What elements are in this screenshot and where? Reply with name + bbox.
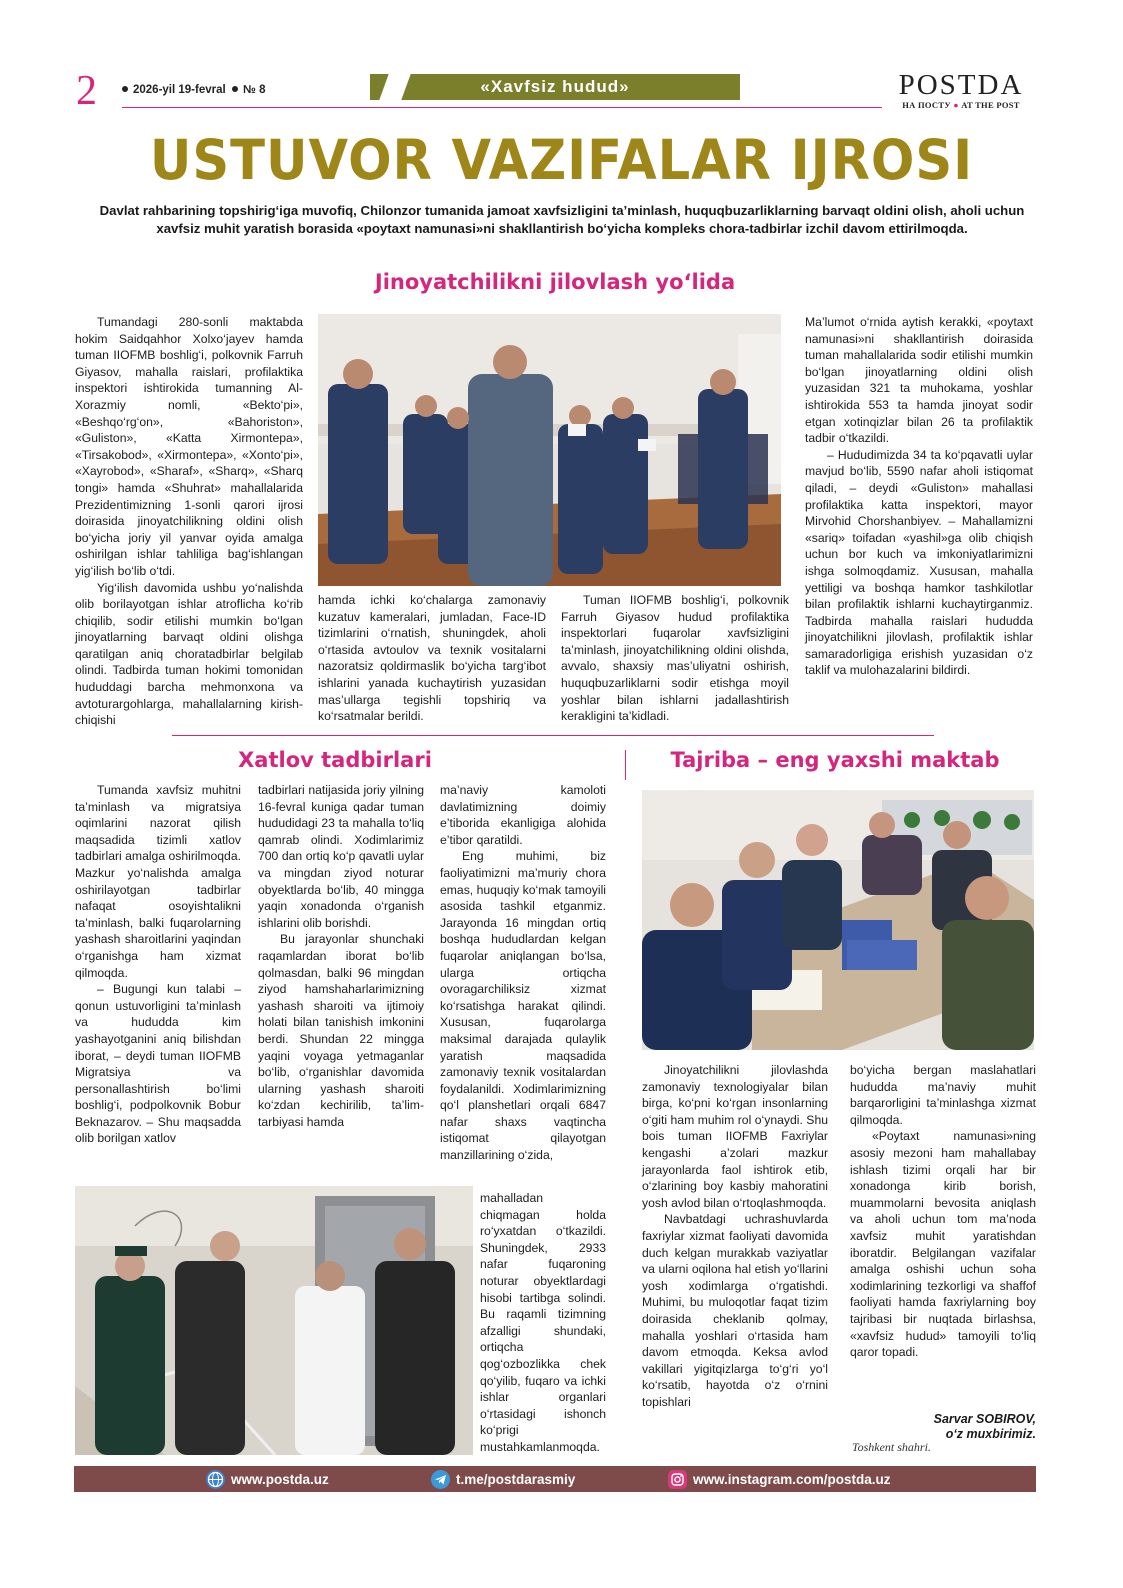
logo-sub-ru: НА ПОСТУ — [902, 100, 951, 110]
rubric-banner — [370, 74, 740, 100]
footer-site-text: www.postda.uz — [231, 1472, 329, 1487]
footer-telegram-text: t.me/postdarasmiy — [456, 1472, 576, 1487]
section2-col3 — [440, 782, 606, 1164]
footer-instagram-link[interactable] — [668, 1470, 891, 1489]
logo-name: POSTDA — [898, 69, 1024, 101]
paragraph: tadbirlari natijasida joriy yilning 16-fevral kuniga qadar tuman hududidagi 23 ta mahalla to‘liq qamrab olindi. Xodimlarimiz 700 dan ortiq ko‘p qavatli uylar va mingdan ziyod noturar obyektlarda bo‘lib, 40 mingga yaqin xonadonda o‘rganish ishlarini olib borishdi. — [258, 783, 424, 930]
paragraph: – Hududimizda 34 ta ko‘pqavatli uylar mavjud bo‘lib, 5590 nafar aholi istiqomat qiladi, – deydi «Guliston» mahallasi profilaktika katta inspektori, mayor Mirvohid Chorshanbiyev. – Mahallamizni «sariq» toifadan «yashil»ga olib chiqish uchun bor kuch va imkoniyatlarimizni ishga solmoqdamiz. Xususan, mahalla yettiligi va boshqa hamkor tashkilotlar bilan profilaktik ishlarni kuchaytirganmiz. Tadbirda mahalla raislari hududda jinoyatchilikni jilovlash, profilaktik ishlar samaradorligiga erishish yuzasidan o‘z taklif va mulohazalarini bildirdi. — [805, 447, 1033, 678]
author-byline — [850, 1412, 1036, 1442]
author-name: Sarvar SOBIROV, — [933, 1412, 1036, 1426]
rubric-title: «Xavfsiz hudud» — [480, 77, 630, 96]
header-rule — [122, 107, 882, 108]
globe-icon — [206, 1470, 225, 1489]
logo-sub-en: AT THE POST — [961, 100, 1020, 110]
section2-col3-continued — [480, 1190, 606, 1456]
paragraph: Eng muhimi, biz faoliyatimizni ma’muriy chora emas, huquqiy ko‘mak tamoyili asosida tashkil etganmiz. Jarayonda 16 mingdan ortiq boshqa hududlardan kelgan fuqarolar aniqlangan bo‘lsa, ularga ortiqcha ovoragarchiliksiz xizmat ko‘rsatishga harakat qilindi. Xususan, fuqarolarga maksimal darajada qulaylik yaratish maqsadida zamonaviy texnik vositalardan foydalanildi. Xodimlarimizning qo‘l planshetlari orqali 6847 nafar shaxs vaqtincha istiqomat qilayotgan manzillarining o‘zida, — [440, 849, 606, 1163]
paragraph: Tumandagi 280-sonli maktabda hokim Saidqahhor Xolxo‘jayev hamda tuman IIOFMB boshlig‘i, polkovnik Farruh Giyasov, mahalla raislari, profilaktika inspektori ishtirokida tumanning Al-Xorazmiy nomli, «Bekto‘pi», «Beshqo‘rg‘on», «Bahoriston», «Guliston», «Katta Xirmontepa», «Tirsakobod», «Xirmontepa», «Xonto‘pi», «Xayrobod», «Sharaf», «Sharq», «Sharq tongi» hamda «Shuhrat» mahallalarida Prezidentimizning 1-sonli qarori ijrosi doirasida jinoyatchilikning oldini olish bo‘yicha joriy yil yanvar oyida amalga oshirilgan ishlar tahliliga bag‘ishlangan yig‘ilish bo‘lib o‘tdi. — [75, 315, 303, 578]
paragraph: Ma’lumot o‘rnida aytish kerakki, «poytaxt namunasi»ni shakllantirish doirasida tuman mahallalarida sodir etilishi mumkin bo‘lgan jinoyatlarning oldini olish yuzasidan 321 ta muhokama, yoshlar ishtirokida 553 ta hamda jinoyat sodir etgan xotinqizlar bilan 26 ta profilaktik tadbir o‘tkazildi. — [805, 315, 1033, 446]
section2-col1 — [75, 782, 241, 1147]
paragraph: Tumanda xavfsiz muhitni ta’minlash va migratsiya oqimlarini nazorat qilish maqsadida tizimli xatlov tadbirlari amalga oshirilmoqda. Mazkur yo‘nalishda amalga oshirilayotgan tadbirlar nafaqat osoyishtalikni ta’minlash, balki fuqarolarning yashash sharoitlarini yaqindan o‘rganishga ham xizmat qilmoqda. — [75, 783, 241, 980]
bullet-icon — [232, 86, 238, 92]
door-check-photo — [75, 1186, 473, 1455]
section1-title: Jinoyatchilikni jilovlash yo‘lida — [374, 270, 736, 294]
page-headline: USTUVOR VAZIFALAR IJROSI — [149, 128, 974, 192]
section1-col4 — [805, 314, 1033, 679]
footer-bar — [74, 1466, 1036, 1492]
meeting-photo — [318, 314, 781, 586]
section1-col3 — [561, 592, 789, 725]
section3-title: Tajriba – eng yaxshi maktab — [670, 748, 1000, 772]
logo-dot-icon: ● — [953, 100, 959, 110]
bullet-icon — [122, 86, 128, 92]
footer-telegram-link[interactable] — [431, 1470, 575, 1489]
paragraph: – Bugungi kun talabi – qonun ustuvorligini ta’minlash va hududda kim yashayotganini aniq bilishdan iborat, – deydi tuman IIOFMB Migratsiya va personallashtirish bo‘limi boshlig‘i, podpolkovnik Bobur Beknazarov. – Shu maqsadda olib borilgan xatlov — [75, 982, 241, 1146]
paragraph: «Poytaxt namunasi»ning asosiy mezoni ham mahallabay ishlash tizimi orqali har bir xonadonga kirib borish, muammolarni bevosita aniqlash va aholi uchun tom ma’noda xavfsiz muhit yaratishdan iboratdir. Belgilangan vazifalar amalga oshishi uchun soha xodimlarining tezkorligi va shaffof faoliyati hamda faxriylarning boy tajribasi bir nuqtada birlashsa, «xavfsiz hudud» tamoyili to‘liq qaror topadi. — [850, 1129, 1036, 1360]
issue-number: № 8 — [243, 84, 266, 96]
issue-dateline — [122, 84, 266, 96]
newspaper-logo — [886, 70, 1036, 110]
paragraph: Bu jarayonlar shunchaki raqamlardan iborat bo‘lib qolmasdan, balki 96 mingdan ziyod hamshaharlarimizning yashash sharoiti va ijtimoiy holati bilan tanishish imkonini berdi. Shundan 22 mingga yaqini voyaga yetmaganlar bo‘lib, o‘rganishlar davomida ularning yashash sharoiti ko‘zdan kechirilib, ta’lim-tarbiyasi hamda — [258, 932, 424, 1129]
section2-col2 — [258, 782, 424, 1130]
dateline-city: Toshkent shahri. — [852, 1440, 931, 1454]
paragraph: Navbatdagi uchrashuvlarda faxriylar xizmat faoliyati davomida duch kelgan murakkab vaziyatlar va ularni oqilona hal etish yo‘llarini yosh xodimlarga o‘rgatishdi. Muhimi, bu muloqotlar faqat tizim doirasida cheklanib qolmay, mahalla yoshlari o‘rtasida ham davom etmoqda. Keksa avlod vakillari yigitqizlarga to‘g‘ri yo‘l ko‘rsatib, hayotda o‘z o‘rnini topishlari — [642, 1212, 828, 1409]
section2-title: Xatlov tadbirlari — [238, 748, 432, 772]
telegram-icon — [431, 1470, 450, 1489]
page-number: 2 — [76, 68, 97, 114]
logo-subtitle — [886, 100, 1036, 110]
paragraph: Jinoyatchilikni jilovlashda zamonaviy texnologiyalar bilan birga, ko‘pni ko‘rgan insonlarning o‘giti ham muhim rol o‘ynaydi. Shu bois tuman IIOFMB Faxriylar kengashi a’zolari mazkur jarayonlarda faol ishtirok etib, o‘zlarining boy kasbiy mahoratini yosh avlod bilan o‘rtoqlashmoqda. — [642, 1063, 828, 1210]
paragraph: ma’naviy kamoloti davlatimizning doimiy e’tiborida ekanligiga alohida e’tibor qaratildi. — [440, 783, 606, 847]
issue-date: 2026-yil 19-fevral — [133, 84, 226, 96]
paragraph: bo‘yicha bergan maslahatlari hududda ma’naviy muhit barqarorligini ta’minlashga xizmat qilmoqda. — [850, 1063, 1036, 1127]
section1-col2 — [318, 592, 546, 725]
lead-paragraph: Davlat rahbarining topshirig‘iga muvofiq, Chilonzor tumanida jamoat xavfsizligini ta’minlash, huquqbuzarliklarning barvaqt oldini olish, aholi uchun xavfsiz muhit yaratish borasida «poytaxt namunasi»ni shakllantirish bo‘yicha kompleks chora-tadbirlar izchil davom ettirilmoqda. — [99, 203, 1025, 236]
footer-site-link[interactable] — [206, 1470, 329, 1489]
column-divider — [625, 750, 626, 780]
footer-instagram-text: www.instagram.com/postda.uz — [693, 1472, 891, 1487]
section-divider — [172, 735, 934, 736]
section3-col2 — [850, 1062, 1036, 1361]
instagram-icon — [668, 1470, 687, 1489]
section1-col1 — [75, 314, 303, 729]
paragraph: mahalladan chiqmagan holda ro‘yxatdan o‘tkazildi. Shuningdek, 2933 nafar fuqaroning noturar obyektlardagi hisobi tartibga solindi. Bu raqamli tizimning afzalligi shundaki, ortiqcha qog‘ozbozlikka chek qo‘yilib, fuqaro va ichki ishlar organlari o‘rtasidagi ishonch ko‘prigi mustahkamlanmoqda. — [480, 1191, 606, 1454]
paragraph: Yig‘ilish davomida ushbu yo‘nalishda olib borilayotgan ishlar atroflicha ko‘rib chiqilib, sodir etilishi mumkin bo‘lgan jinoyatlarning barvaqt oldini olishga qaratilgan aniq choratadbirlar belgilab olindi. Tadbirda tuman hokimi tomonidan hududdagi barcha mehmonxona va avtoturargohlarga, mahallalarning kirish-chiqishi — [75, 580, 303, 728]
author-role: o‘z muxbirimiz. — [945, 1427, 1036, 1441]
paragraph: hamda ichki ko‘chalarga zamonaviy kuzatuv kameralari, jumladan, Face-ID tizimlarini o‘rnatish, shuningdek, aholi o‘rtasida avtoulov va texnik vositalarni nazoratsiz qoldirmaslik bo‘yicha targ‘ibot ishlarini yanada kuchaytirish yuzasidan mas’ullarga tegishli topshiriq va ko‘rsatmalar berildi. — [318, 593, 546, 724]
paragraph: Tuman IIOFMB boshlig‘i, polkovnik Farruh Giyasov hudud profilaktika inspektorlari fuqarolar xavfsizligini ta’minlash, jinoyatchilikning oldini olishda, avvalo, shaxsiy mas’uliyatni oshirish, huquqbuzarliklarni sodir etishga moyil yoshlar bilan ishlarni jadallashtirish kerakligini ta’kidladi. — [561, 593, 789, 724]
section3-col1 — [642, 1062, 828, 1410]
veterans-meeting-photo — [642, 790, 1034, 1050]
